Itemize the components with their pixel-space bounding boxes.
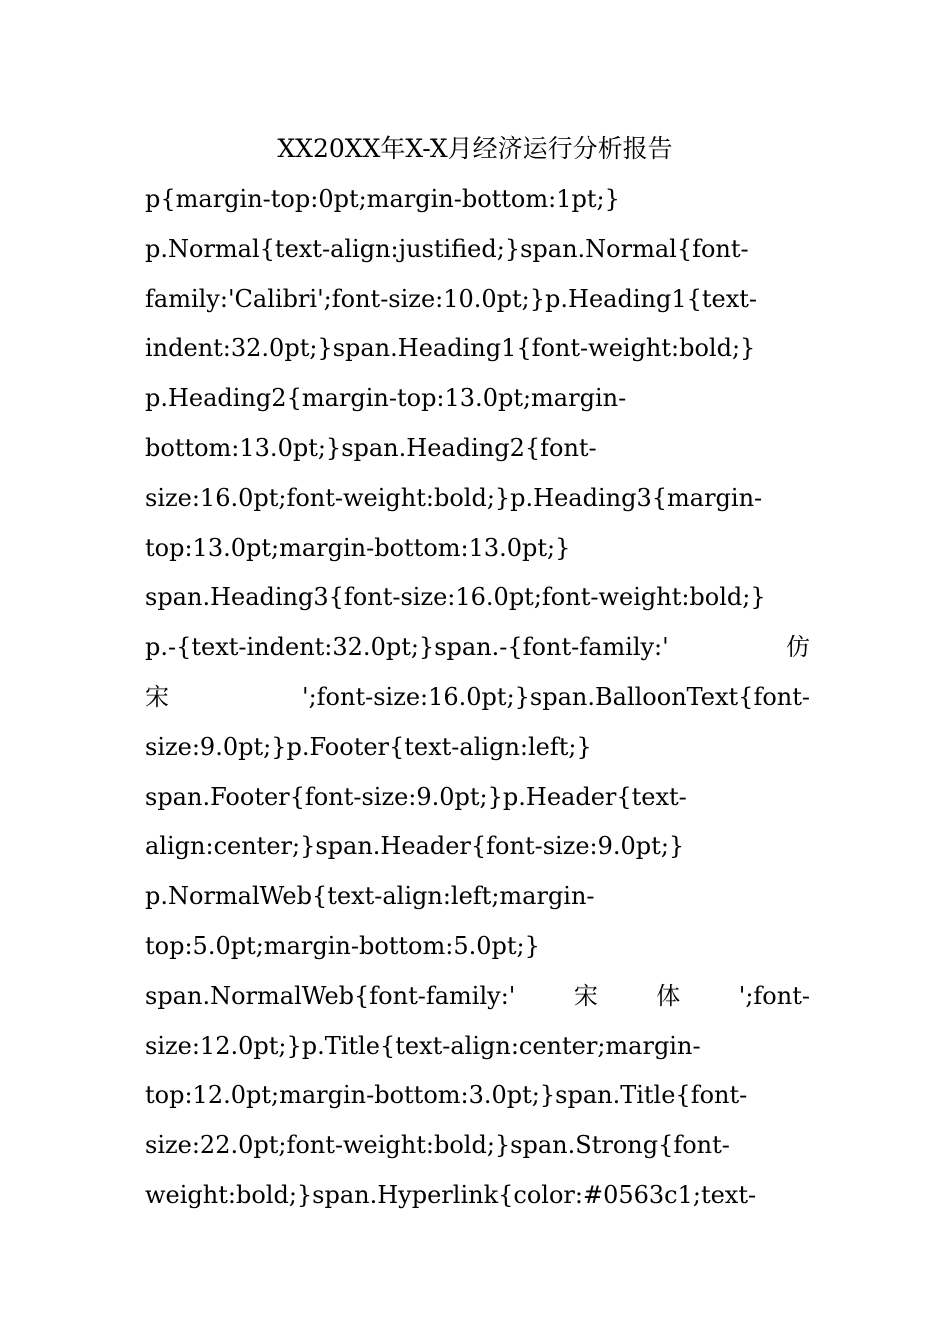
body-line — [145, 676, 810, 726]
body-line: p{margin-top:0pt;margin-bottom:1pt;} — [145, 185, 620, 213]
body-line: size:12.0pt;}p.Title{text-align:center;margin- — [145, 1031, 701, 1060]
body-line: p.NormalWeb{text-align:left;margin- — [145, 882, 595, 911]
body-line-segment: 宋 — [145, 682, 169, 711]
body-line: span.Footer{font-size:9.0pt;}p.Header{text- — [145, 782, 687, 811]
body-line: size:22.0pt;font-weight:bold;}span.Strong{font- — [145, 1131, 730, 1160]
document-title: XX20XX年X-X月经济运行分析报告 — [277, 134, 673, 163]
body-line: top:13.0pt;margin-bottom:13.0pt;} — [145, 533, 571, 562]
body-line-segment: span.NormalWeb{font-family:' — [145, 981, 516, 1010]
body-line: p.Heading2{margin-top:13.0pt;margin- — [145, 384, 627, 413]
body-line: indent:32.0pt;}span.Heading1{font-weight:bold;} — [145, 334, 756, 363]
body-line: bottom:13.0pt;}span.Heading2{font- — [145, 433, 597, 462]
body-line — [145, 626, 810, 676]
body-line-segment: ';font-size:16.0pt;}span.BalloonText{font- — [301, 682, 810, 711]
document-body — [145, 178, 810, 1224]
body-line-segment: ';font- — [738, 981, 810, 1010]
body-line: p.Normal{text-align:justified;}span.Normal{font- — [145, 234, 749, 263]
body-line-segment: 体 — [656, 981, 681, 1010]
body-line: size:16.0pt;font-weight:bold;}p.Heading3{margin- — [145, 483, 763, 512]
body-line-segment: p.-{text-indent:32.0pt;}span.-{font-family:' — [145, 633, 669, 662]
body-line: family:'Calibri';font-size:10.0pt;}p.Heading1{text- — [145, 284, 757, 313]
body-line-segment: 宋 — [573, 981, 598, 1010]
body-line: size:9.0pt;}p.Footer{text-align:left;} — [145, 732, 592, 761]
body-line-segment: 仿 — [786, 633, 810, 662]
body-line: align:center;}span.Header{font-size:9.0pt;} — [145, 832, 685, 861]
body-line: weight:bold;}span.Hyperlink{color:#0563c1;text- — [145, 1180, 757, 1209]
body-line: span.Heading3{font-size:16.0pt;font-weight:bold;} — [145, 583, 766, 612]
body-line — [145, 975, 810, 1025]
body-line: top:5.0pt;margin-bottom:5.0pt;} — [145, 931, 540, 960]
body-line: top:12.0pt;margin-bottom:3.0pt;}span.Title{font- — [145, 1081, 748, 1110]
